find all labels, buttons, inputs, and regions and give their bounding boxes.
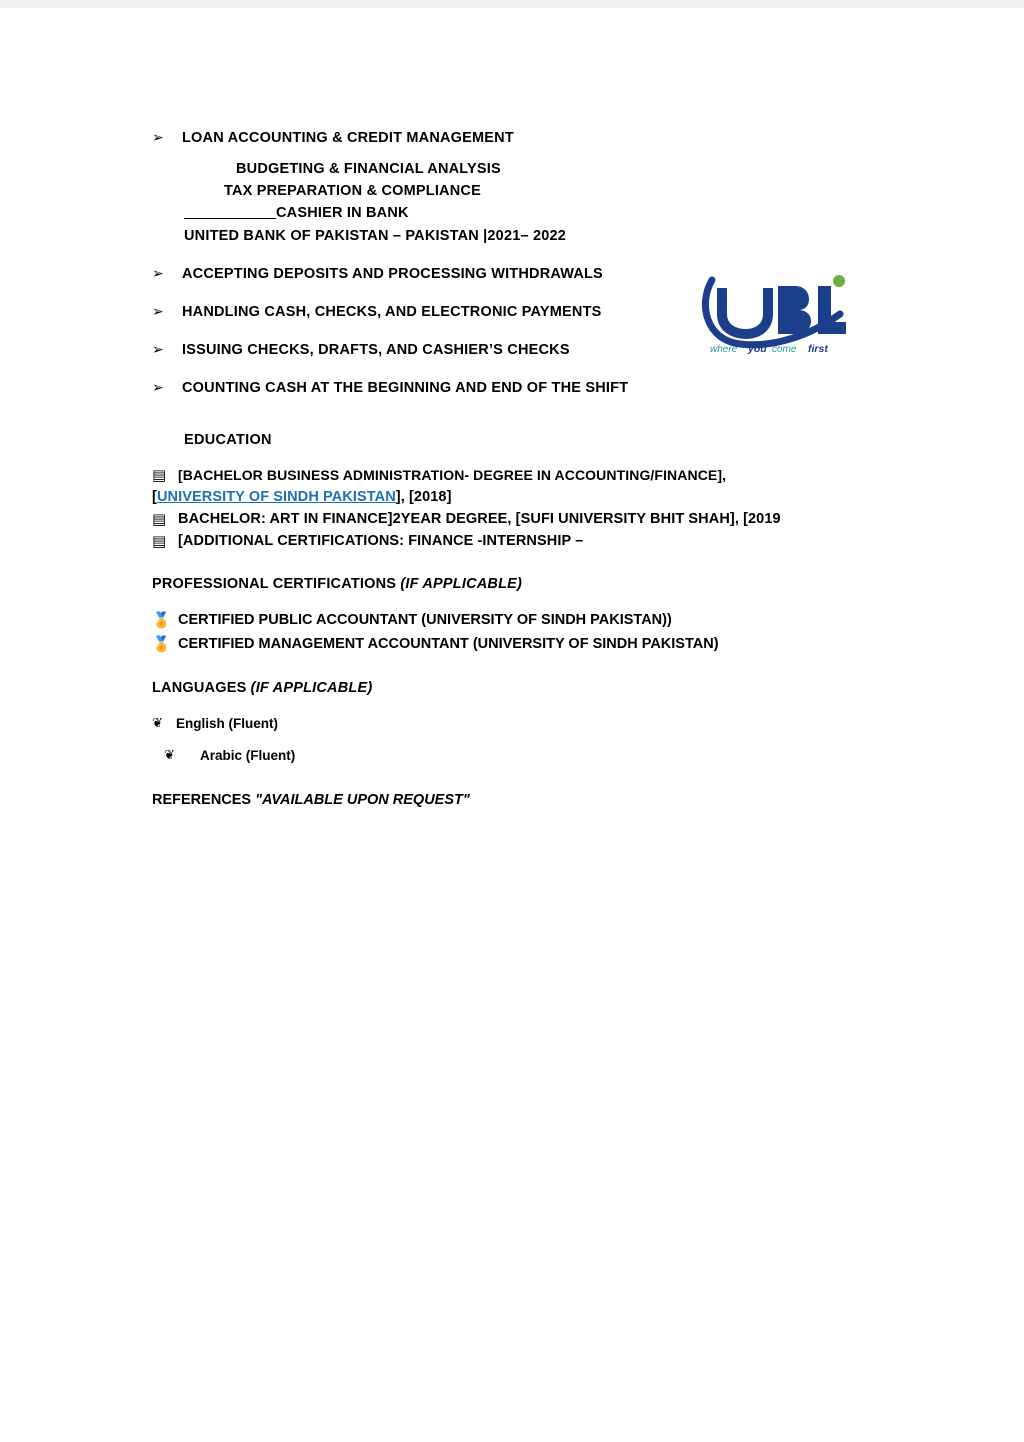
education-entry bbox=[152, 464, 892, 486]
professional-certifications-label: PROFESSIONAL CERTIFICATIONS bbox=[152, 576, 401, 592]
svg-text:first: first bbox=[808, 343, 828, 355]
spacer bbox=[152, 592, 892, 608]
arrow-bullet-icon: ➢ bbox=[152, 266, 164, 282]
languages-note: (IF APPLICABLE) bbox=[250, 680, 373, 696]
list-item-label: ISSUING CHECKS, DRAFTS, AND CASHIER’S CHECKS bbox=[182, 342, 570, 358]
spacer bbox=[152, 370, 892, 378]
languages-label: LANGUAGES bbox=[152, 680, 251, 696]
list-item-label: LOAN ACCOUNTING & CREDIT MANAGEMENT bbox=[182, 130, 514, 146]
certification-label: CERTIFIED MANAGEMENT ACCOUNTANT (UNIVERSITY OF SINDH PAKISTAN) bbox=[178, 636, 719, 652]
spacer bbox=[152, 552, 892, 576]
underline-rule bbox=[184, 204, 276, 219]
cashier-line-wrapper bbox=[152, 202, 892, 224]
education-entry bbox=[152, 530, 892, 552]
spacer bbox=[152, 768, 892, 792]
language-item bbox=[152, 712, 892, 736]
page-top-band bbox=[0, 0, 1024, 8]
arrow-bullet-icon: ➢ bbox=[152, 342, 164, 358]
list-item-label: COUNTING CASH AT THE BEGINNING AND END OF THE SHIFT bbox=[182, 380, 629, 396]
university-link[interactable]: UNIVERSITY OF SINDH PAKISTAN bbox=[156, 489, 396, 505]
arrow-bullet-icon: ➢ bbox=[152, 130, 164, 146]
spacer bbox=[152, 736, 892, 744]
svg-text:you: you bbox=[748, 343, 767, 355]
language-label: Arabic (Fluent) bbox=[200, 748, 296, 763]
sub-line-budgeting: BUDGETING & FINANCIAL ANALYSIS bbox=[236, 161, 501, 177]
medal-icon: 🏅 bbox=[152, 611, 171, 629]
language-label: English (Fluent) bbox=[176, 716, 278, 731]
svg-text:come: come bbox=[772, 344, 797, 355]
list-item-label: ACCEPTING DEPOSITS AND PROCESSING WITHDRAWALS bbox=[182, 266, 603, 282]
arrow-bullet-icon: ➢ bbox=[152, 304, 164, 320]
certification-item bbox=[152, 608, 892, 632]
spacer bbox=[152, 448, 892, 464]
section-heading-education: EDUCATION bbox=[184, 432, 272, 448]
document-sheet bbox=[0, 8, 1024, 1442]
education-institution-line bbox=[152, 486, 452, 508]
certificate-icon: ▤ bbox=[152, 510, 167, 528]
references-value: "AVAILABLE UPON REQUEST" bbox=[255, 792, 470, 808]
certification-label: CERTIFIED PUBLIC ACCOUNTANT (UNIVERSITY OF SINDH PAKISTAN)) bbox=[178, 612, 672, 628]
cashier-line: CASHIER IN BANK bbox=[276, 205, 409, 221]
svg-text:where: where bbox=[710, 344, 738, 355]
spacer bbox=[152, 656, 892, 680]
education-year: ], [2018] bbox=[395, 489, 452, 505]
references-label: REFERENCES bbox=[152, 792, 256, 808]
spacer bbox=[152, 408, 892, 432]
spacer bbox=[152, 696, 892, 712]
education-entry bbox=[152, 508, 892, 530]
language-item bbox=[152, 744, 892, 768]
speech-icon: ❦ bbox=[152, 716, 163, 731]
bracket-open: [ bbox=[152, 489, 157, 505]
certificate-icon: ▤ bbox=[152, 532, 167, 550]
references-line bbox=[152, 792, 892, 808]
education-entry-link-line bbox=[152, 486, 892, 508]
education-degree-text: [BACHELOR BUSINESS ADMINISTRATION- DEGREE IN ACCOUNTING/FINANCE], bbox=[178, 467, 727, 483]
professional-certifications-note: (IF APPLICABLE) bbox=[400, 576, 523, 592]
education-entry-text: BACHELOR: ART IN FINANCE]2YEAR DEGREE, [SUFI UNIVERSITY BHIT SHAH], [2019 bbox=[178, 511, 781, 527]
education-entry-text: [ADDITIONAL CERTIFICATIONS: FINANCE -INTERNSHIP – bbox=[178, 533, 584, 549]
speech-icon: ❦ bbox=[164, 748, 175, 763]
section-heading-professional-certifications bbox=[152, 576, 892, 592]
section-heading-languages bbox=[152, 680, 892, 696]
medal-icon: 🏅 bbox=[152, 635, 171, 653]
certification-item bbox=[152, 632, 892, 656]
education-entry-text bbox=[178, 464, 726, 486]
arrow-bullet-icon: ➢ bbox=[152, 380, 164, 396]
sub-line-tax: TAX PREPARATION & COMPLIANCE bbox=[224, 183, 481, 199]
spacer bbox=[152, 248, 892, 264]
company-line: UNITED BANK OF PAKISTAN – PAKISTAN |2021– 2022 bbox=[184, 228, 567, 244]
list-item bbox=[152, 378, 892, 398]
certificate-icon: ▤ bbox=[152, 466, 167, 484]
document-content bbox=[152, 128, 892, 808]
list-item-label: HANDLING CASH, CHECKS, AND ELECTRONIC PAYMENTS bbox=[182, 304, 602, 320]
ubl-logo bbox=[700, 270, 850, 356]
list-item bbox=[152, 128, 892, 148]
